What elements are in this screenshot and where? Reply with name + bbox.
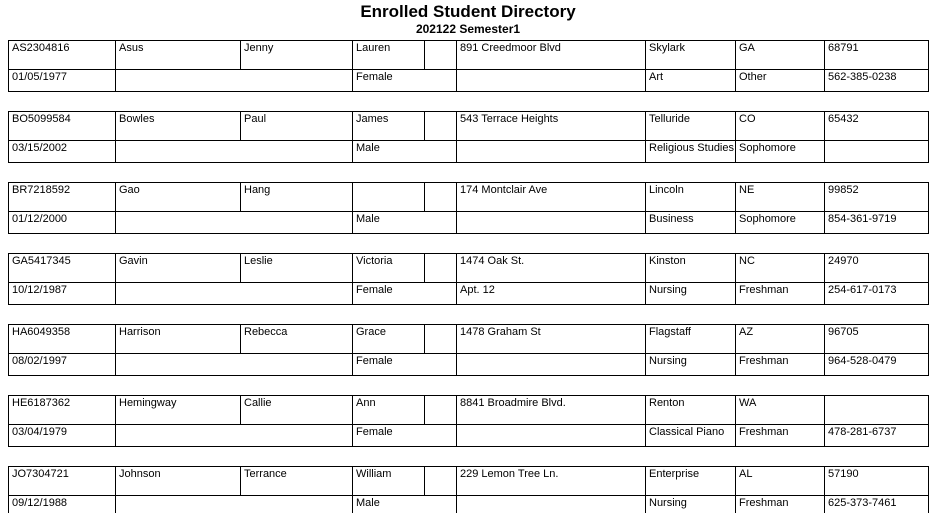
gender-cell: Female bbox=[353, 354, 457, 376]
city-cell: Flagstaff bbox=[646, 325, 736, 354]
record-row-2 bbox=[9, 70, 929, 92]
zip-cell: 99852 bbox=[825, 183, 929, 212]
class-level-cell: Other bbox=[736, 70, 825, 92]
middle-name-cell: William bbox=[353, 467, 425, 496]
student-id-cell: JO7304721 bbox=[9, 467, 116, 496]
last-name-cell: Asus bbox=[116, 41, 241, 70]
city-cell: Kinston bbox=[646, 254, 736, 283]
middle-name-cell: Lauren bbox=[353, 41, 425, 70]
class-level-cell: Freshman bbox=[736, 425, 825, 447]
middle-name-cell: Victoria bbox=[353, 254, 425, 283]
dob-cell: 01/05/1977 bbox=[9, 70, 116, 92]
state-cell: WA bbox=[736, 396, 825, 425]
last-name-cell: Gavin bbox=[116, 254, 241, 283]
last-name-cell: Gao bbox=[116, 183, 241, 212]
middle-name-cell: Grace bbox=[353, 325, 425, 354]
record-row-1 bbox=[9, 254, 929, 283]
class-level-cell: Freshman bbox=[736, 354, 825, 376]
major-cell: Nursing bbox=[646, 354, 736, 376]
report-header bbox=[0, 0, 936, 36]
phone-cell: 254-617-0173 bbox=[825, 283, 929, 305]
student-record-table bbox=[8, 111, 929, 163]
record-row-2 bbox=[9, 496, 929, 513]
city-cell: Skylark bbox=[646, 41, 736, 70]
phone-cell: 562-385-0238 bbox=[825, 70, 929, 92]
gender-cell: Female bbox=[353, 283, 457, 305]
first-name-cell: Leslie bbox=[241, 254, 353, 283]
state-cell: GA bbox=[736, 41, 825, 70]
student-record-table bbox=[8, 466, 929, 513]
blank-cell bbox=[116, 354, 353, 376]
records bbox=[0, 40, 936, 513]
address2-cell bbox=[457, 425, 646, 447]
record-row-1 bbox=[9, 41, 929, 70]
zip-cell: 57190 bbox=[825, 467, 929, 496]
address2-cell bbox=[457, 141, 646, 163]
record-row-2 bbox=[9, 283, 929, 305]
student-record-table bbox=[8, 182, 929, 234]
state-cell: NC bbox=[736, 254, 825, 283]
student-id-cell: HA6049358 bbox=[9, 325, 116, 354]
record-row-2 bbox=[9, 425, 929, 447]
address-cell: 1478 Graham St bbox=[457, 325, 646, 354]
blank-cell bbox=[116, 141, 353, 163]
address-cell: 543 Terrace Heights bbox=[457, 112, 646, 141]
gender-cell: Female bbox=[353, 425, 457, 447]
student-id-cell: AS2304816 bbox=[9, 41, 116, 70]
gender-cell: Male bbox=[353, 496, 457, 513]
address2-cell bbox=[457, 70, 646, 92]
state-cell: AL bbox=[736, 467, 825, 496]
city-cell: Enterprise bbox=[646, 467, 736, 496]
first-name-cell: Paul bbox=[241, 112, 353, 141]
major-cell: Nursing bbox=[646, 496, 736, 513]
major-cell: Art bbox=[646, 70, 736, 92]
dob-cell: 03/04/1979 bbox=[9, 425, 116, 447]
blank-cell bbox=[116, 70, 353, 92]
spacer-cell bbox=[425, 112, 457, 141]
state-cell: CO bbox=[736, 112, 825, 141]
phone-cell bbox=[825, 141, 929, 163]
blank-cell bbox=[116, 425, 353, 447]
spacer-cell bbox=[425, 467, 457, 496]
spacer-cell bbox=[425, 183, 457, 212]
class-level-cell: Sophomore bbox=[736, 141, 825, 163]
student-id-cell: HE6187362 bbox=[9, 396, 116, 425]
student-id-cell: GA5417345 bbox=[9, 254, 116, 283]
city-cell: Telluride bbox=[646, 112, 736, 141]
address-cell: 229 Lemon Tree Ln. bbox=[457, 467, 646, 496]
spacer-cell bbox=[425, 325, 457, 354]
first-name-cell: Callie bbox=[241, 396, 353, 425]
phone-cell: 854-361-9719 bbox=[825, 212, 929, 234]
address2-cell bbox=[457, 212, 646, 234]
blank-cell bbox=[116, 283, 353, 305]
phone-cell: 625-373-7461 bbox=[825, 496, 929, 513]
gender-cell: Male bbox=[353, 212, 457, 234]
student-record-table bbox=[8, 253, 929, 305]
city-cell: Renton bbox=[646, 396, 736, 425]
spacer-cell bbox=[425, 41, 457, 70]
first-name-cell: Rebecca bbox=[241, 325, 353, 354]
address-cell: 174 Montclair Ave bbox=[457, 183, 646, 212]
spacer-cell bbox=[425, 254, 457, 283]
zip-cell bbox=[825, 396, 929, 425]
student-id-cell: BO5099584 bbox=[9, 112, 116, 141]
dob-cell: 10/12/1987 bbox=[9, 283, 116, 305]
record-row-2 bbox=[9, 212, 929, 234]
first-name-cell: Jenny bbox=[241, 41, 353, 70]
dob-cell: 03/15/2002 bbox=[9, 141, 116, 163]
last-name-cell: Johnson bbox=[116, 467, 241, 496]
last-name-cell: Harrison bbox=[116, 325, 241, 354]
record-row-1 bbox=[9, 183, 929, 212]
address-cell: 8841 Broadmire Blvd. bbox=[457, 396, 646, 425]
state-cell: NE bbox=[736, 183, 825, 212]
major-cell: Nursing bbox=[646, 283, 736, 305]
phone-cell: 478-281-6737 bbox=[825, 425, 929, 447]
address2-cell bbox=[457, 496, 646, 513]
major-cell: Classical Piano bbox=[646, 425, 736, 447]
class-level-cell: Freshman bbox=[736, 283, 825, 305]
class-level-cell: Freshman bbox=[736, 496, 825, 513]
student-id-cell: BR7218592 bbox=[9, 183, 116, 212]
record-row-1 bbox=[9, 325, 929, 354]
dob-cell: 08/02/1997 bbox=[9, 354, 116, 376]
spacer-cell bbox=[425, 396, 457, 425]
zip-cell: 65432 bbox=[825, 112, 929, 141]
major-cell: Business bbox=[646, 212, 736, 234]
record-row-1 bbox=[9, 396, 929, 425]
zip-cell: 68791 bbox=[825, 41, 929, 70]
dob-cell: 09/12/1988 bbox=[9, 496, 116, 513]
student-record-table bbox=[8, 40, 929, 92]
page-subtitle: 202122 Semester1 bbox=[415, 22, 521, 36]
student-record-table bbox=[8, 324, 929, 376]
first-name-cell: Terrance bbox=[241, 467, 353, 496]
zip-cell: 96705 bbox=[825, 325, 929, 354]
address2-cell: Apt. 12 bbox=[457, 283, 646, 305]
blank-cell bbox=[116, 496, 353, 513]
last-name-cell: Bowles bbox=[116, 112, 241, 141]
class-level-cell: Sophomore bbox=[736, 212, 825, 234]
major-cell: Religious Studies bbox=[646, 141, 736, 163]
gender-cell: Male bbox=[353, 141, 457, 163]
middle-name-cell bbox=[353, 183, 425, 212]
record-row-1 bbox=[9, 112, 929, 141]
blank-cell bbox=[116, 212, 353, 234]
address-cell: 1474 Oak St. bbox=[457, 254, 646, 283]
phone-cell: 964-528-0479 bbox=[825, 354, 929, 376]
gender-cell: Female bbox=[353, 70, 457, 92]
state-cell: AZ bbox=[736, 325, 825, 354]
first-name-cell: Hang bbox=[241, 183, 353, 212]
record-row-1 bbox=[9, 467, 929, 496]
record-row-2 bbox=[9, 141, 929, 163]
middle-name-cell: James bbox=[353, 112, 425, 141]
page-title: Enrolled Student Directory bbox=[360, 2, 576, 21]
middle-name-cell: Ann bbox=[353, 396, 425, 425]
address2-cell bbox=[457, 354, 646, 376]
city-cell: Lincoln bbox=[646, 183, 736, 212]
record-row-2 bbox=[9, 354, 929, 376]
last-name-cell: Hemingway bbox=[116, 396, 241, 425]
zip-cell: 24970 bbox=[825, 254, 929, 283]
address-cell: 891 Creedmoor Blvd bbox=[457, 41, 646, 70]
student-record-table bbox=[8, 395, 929, 447]
dob-cell: 01/12/2000 bbox=[9, 212, 116, 234]
